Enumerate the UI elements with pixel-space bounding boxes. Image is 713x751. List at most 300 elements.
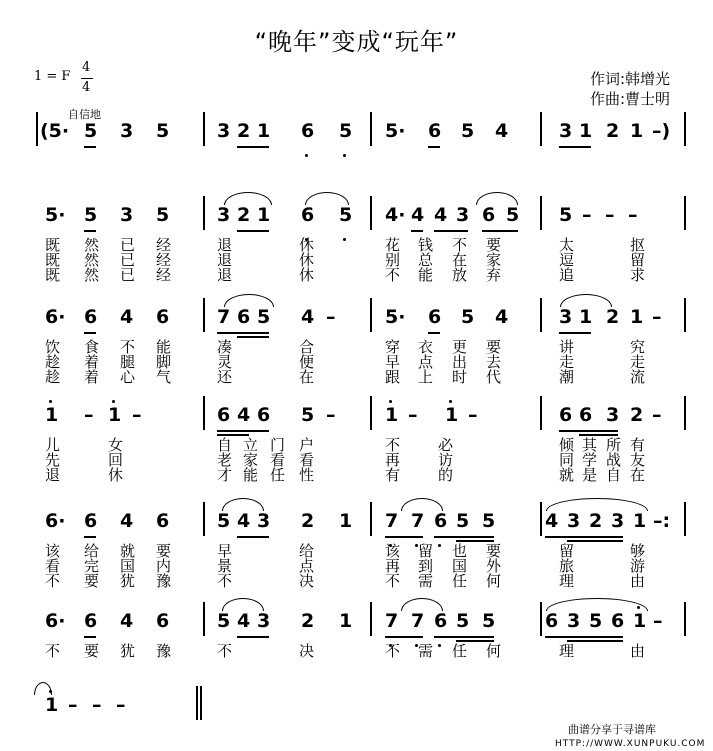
lyric-syllable: 需 <box>418 572 434 590</box>
note: – <box>652 306 662 328</box>
lyric-syllable: 旅 <box>559 557 575 575</box>
lyric-syllable: 何 <box>486 572 502 590</box>
lyric-syllable: 必 <box>438 436 454 454</box>
lyric-syllable: 时 <box>452 368 468 386</box>
slur-arc <box>401 498 443 511</box>
lyric-syllable: 任 <box>452 572 468 590</box>
note: 3 <box>567 610 581 632</box>
barline <box>370 298 372 332</box>
lyric-syllable: 衣 <box>418 338 434 356</box>
note: 5 <box>339 204 353 226</box>
lyric-syllable: 代 <box>486 368 502 386</box>
lyric-syllable: 去 <box>486 353 502 371</box>
octave-dot-above <box>389 400 392 403</box>
lyric-syllable: 腿 <box>120 353 136 371</box>
note: 4 <box>237 610 251 632</box>
note: 4 <box>411 204 425 226</box>
lyric-syllable: 跟 <box>385 368 401 386</box>
score-row <box>0 694 713 720</box>
note: 3 <box>217 204 231 226</box>
lyric-syllable: 犹 <box>120 642 136 660</box>
note: – <box>132 404 142 426</box>
lyric-syllable: 学 <box>582 451 598 469</box>
note: – <box>326 404 336 426</box>
note: – <box>68 694 78 716</box>
note: 2 <box>630 404 644 426</box>
lyric-syllable: 经 <box>156 236 172 254</box>
lyric-syllable: 才 <box>217 466 233 484</box>
lyric-syllable: 点 <box>299 557 315 575</box>
note: 5 <box>339 120 353 142</box>
lyric-syllable: 已 <box>120 266 136 284</box>
lyric-syllable: 还 <box>217 368 233 386</box>
beam-underline <box>545 636 623 638</box>
lyric-syllable: 休 <box>299 236 315 254</box>
note: 4 <box>120 510 134 532</box>
note: 6 <box>156 306 170 328</box>
note: 3 <box>559 120 573 142</box>
note: 4 <box>237 510 251 532</box>
lyric-syllable: 留 <box>630 251 646 269</box>
beam-underline <box>411 230 423 232</box>
octave-dot-above <box>49 400 52 403</box>
lyric-syllable: 国 <box>452 557 468 575</box>
lyric-syllable: 休 <box>299 266 315 284</box>
lyric-syllable: 心 <box>120 368 136 386</box>
note: 6 <box>579 404 593 426</box>
note: 1 <box>339 510 353 532</box>
beam-underline <box>217 332 269 334</box>
note: 4 <box>120 610 134 632</box>
lyric-syllable: 休 <box>108 466 124 484</box>
lyric-syllable: 由 <box>630 572 646 590</box>
beam-underline <box>237 230 269 232</box>
note: – <box>628 204 638 226</box>
note: 3 <box>217 120 231 142</box>
lyric-syllable: 不 <box>217 572 233 590</box>
lyric-syllable: 友 <box>630 451 646 469</box>
lyric-syllable: 任 <box>270 466 286 484</box>
lyric-syllable: 退 <box>217 266 233 284</box>
source-credit: 曲谱分享于寻谱库 <box>568 723 656 736</box>
beam-underline <box>237 536 269 538</box>
lyric-syllable: 的 <box>438 466 454 484</box>
lyric-syllable: 立 <box>243 436 259 454</box>
note: 5 <box>84 204 98 226</box>
lyric-syllable: 别 <box>385 251 401 269</box>
note: 4 <box>120 306 134 328</box>
note: 2 <box>301 610 315 632</box>
note: 5 <box>461 306 475 328</box>
note: 6 <box>84 510 98 532</box>
beam-underline <box>84 332 96 334</box>
note: 4 <box>301 306 315 328</box>
note: 6 <box>156 610 170 632</box>
lyric-syllable: 钱 <box>418 236 434 254</box>
lyric-syllable: 求 <box>630 266 646 284</box>
note: 1 <box>633 510 647 532</box>
lyric-syllable: 穿 <box>385 338 401 356</box>
lyric-syllable: 能 <box>243 466 259 484</box>
octave-dot-above <box>449 400 452 403</box>
note: 5 <box>257 306 271 328</box>
beam-underline <box>428 146 440 148</box>
note: 2 <box>301 510 315 532</box>
note: – <box>116 694 126 716</box>
lyric-syllable: 由 <box>630 642 646 660</box>
barline <box>540 112 542 146</box>
barline <box>684 396 686 430</box>
barline <box>540 298 542 332</box>
lyric-syllable: 既 <box>45 251 61 269</box>
lyric-syllable: 再 <box>385 451 401 469</box>
note: 5 <box>456 610 470 632</box>
note: 4 <box>495 120 509 142</box>
lyric-syllable: 不 <box>120 338 136 356</box>
lyric-syllable: 景 <box>217 557 233 575</box>
lyric-syllable: 流 <box>630 368 646 386</box>
lyric-syllable: 就 <box>120 542 136 560</box>
lyric-syllable: 游 <box>630 557 646 575</box>
note: 2 <box>237 204 251 226</box>
barline <box>370 396 372 430</box>
slur-arc <box>560 294 612 307</box>
note: 3 <box>120 120 134 142</box>
lyric-syllable: 经 <box>156 266 172 284</box>
beam-underline <box>559 146 591 148</box>
note: 7 <box>385 510 399 532</box>
note: 6· <box>45 306 66 328</box>
note: –) <box>652 120 671 142</box>
lyric-syllable: 退 <box>217 236 233 254</box>
note: 6 <box>237 306 251 328</box>
song-title: “晚年”变成“玩年” <box>254 28 459 56</box>
lyric-syllable: 要 <box>156 542 172 560</box>
lyric-syllable: 门 <box>270 436 286 454</box>
lyric-syllable: 外 <box>486 557 502 575</box>
lyric-syllable: 早 <box>385 353 401 371</box>
lyric-syllable: 回 <box>108 451 124 469</box>
score-row <box>0 404 713 430</box>
lyric-syllable: 不 <box>45 642 61 660</box>
lyric-syllable: 豫 <box>156 572 172 590</box>
beam-underline <box>385 636 423 638</box>
lyric-syllable: 需 <box>418 642 434 660</box>
lyric-syllable: 同 <box>559 451 575 469</box>
time-signature-top: 4 <box>82 60 91 75</box>
lyric-syllable: 究 <box>630 338 646 356</box>
lyric-syllable: 任 <box>452 642 468 660</box>
note: 5 <box>217 610 231 632</box>
note: 3 <box>611 510 625 532</box>
barline <box>370 196 372 230</box>
note: –: <box>653 510 671 532</box>
lyric-syllable: 着 <box>84 368 100 386</box>
note: 2 <box>606 306 620 328</box>
note: 2 <box>237 120 251 142</box>
lyric-syllable: 理 <box>559 572 575 590</box>
note: 4 <box>495 306 509 328</box>
note: 3 <box>606 404 620 426</box>
note: 5 <box>506 204 520 226</box>
note: 3 <box>257 610 271 632</box>
lyric-syllable: 气 <box>156 368 172 386</box>
lyric-syllable: 退 <box>217 251 233 269</box>
barline <box>684 196 686 230</box>
slur-arc <box>222 498 264 511</box>
beam-underline <box>84 230 96 232</box>
barline <box>540 396 542 430</box>
beam-underline <box>567 640 623 642</box>
note: – <box>605 204 615 226</box>
lyric-syllable: 该 <box>385 542 401 560</box>
lyric-syllable: 看 <box>270 451 286 469</box>
note: 6 <box>611 610 625 632</box>
lyric-syllable: 然 <box>84 266 100 284</box>
lyric-syllable: 既 <box>45 266 61 284</box>
note: 5 <box>482 510 496 532</box>
source-url: HTTP://WWW.XUNPUKU.COM <box>555 739 706 749</box>
note: 5 <box>482 610 496 632</box>
lyric-syllable: 所 <box>606 436 622 454</box>
note: 1 <box>633 610 647 632</box>
beam-underline <box>385 536 423 538</box>
beam-underline <box>84 146 96 148</box>
slur-arc <box>546 498 648 511</box>
lyric-syllable: 花 <box>385 236 401 254</box>
note: 4 <box>237 404 251 426</box>
lyric-syllable: 经 <box>156 251 172 269</box>
lyric-syllable: 要 <box>84 572 100 590</box>
note: 5 <box>301 404 315 426</box>
note: 5 <box>156 204 170 226</box>
note: 1 <box>257 120 271 142</box>
note: 6 <box>559 404 573 426</box>
beam-underline <box>84 636 96 638</box>
lyric-syllable: 给 <box>299 542 315 560</box>
lyric-syllable: 儿 <box>45 436 61 454</box>
note: 1 <box>339 610 353 632</box>
note: 1 <box>45 694 59 716</box>
lyric-syllable: 老 <box>217 451 233 469</box>
note: 1 <box>108 404 122 426</box>
barline <box>370 112 372 146</box>
lyric-syllable: 有 <box>385 466 401 484</box>
note: 7 <box>411 510 425 532</box>
lyric-syllable: 先 <box>45 451 61 469</box>
lyric-syllable: 理 <box>559 642 575 660</box>
lyric-syllable: 太 <box>559 236 575 254</box>
lyric-syllable: 着 <box>84 353 100 371</box>
note: 6 <box>84 306 98 328</box>
lyric-syllable: 不 <box>217 642 233 660</box>
lyric-syllable: 性 <box>299 466 315 484</box>
note: 2 <box>589 510 603 532</box>
lyric-syllable: 早 <box>217 542 233 560</box>
slur-arc <box>546 598 648 611</box>
barline <box>684 298 686 332</box>
lyric-syllable: 趁 <box>45 368 61 386</box>
note: 6· <box>45 610 66 632</box>
lyric-syllable: 是 <box>582 466 598 484</box>
note: 1 <box>579 306 593 328</box>
lyricist-credit: 作词:韩增光 <box>590 70 671 88</box>
note: 5 <box>461 120 475 142</box>
barline <box>36 112 38 146</box>
note: 5 <box>589 610 603 632</box>
lyric-syllable: 犹 <box>120 572 136 590</box>
barline <box>370 502 372 536</box>
lyric-syllable: 凑 <box>217 338 233 356</box>
note: 1 <box>385 404 399 426</box>
beam-underline <box>559 332 591 334</box>
note: 6 <box>301 120 315 142</box>
note: 1 <box>630 306 644 328</box>
note: – <box>652 404 662 426</box>
lyric-syllable: 要 <box>486 236 502 254</box>
lyric-syllable: 休 <box>299 251 315 269</box>
octave-dot-below <box>438 644 441 647</box>
note: 3 <box>120 204 134 226</box>
lyric-syllable: 走 <box>630 353 646 371</box>
lyric-syllable: 何 <box>486 642 502 660</box>
lyric-syllable: 能 <box>418 266 434 284</box>
lyric-syllable: 豫 <box>156 642 172 660</box>
note: 5 <box>156 120 170 142</box>
lyric-syllable: 追 <box>559 266 575 284</box>
barline <box>684 112 686 146</box>
lyric-syllable: 要 <box>486 338 502 356</box>
barline <box>203 112 205 146</box>
lyric-syllable: 要 <box>84 642 100 660</box>
lyric-syllable: 就 <box>559 466 575 484</box>
tempo-mark: 自信地 <box>68 108 101 121</box>
note: 6 <box>301 204 315 226</box>
lyric-syllable: 放 <box>452 266 468 284</box>
beam-underline <box>217 430 269 432</box>
note: 4 <box>545 510 559 532</box>
lyric-syllable: 已 <box>120 236 136 254</box>
score-row <box>0 204 713 230</box>
beam-underline <box>237 146 269 148</box>
note: – <box>92 694 102 716</box>
key-signature: 1 = F <box>34 69 71 84</box>
barline <box>203 298 205 332</box>
lyric-syllable: 然 <box>84 251 100 269</box>
note: 6 <box>545 610 559 632</box>
score-row <box>0 306 713 332</box>
lyric-syllable: 在 <box>630 466 646 484</box>
note: 3 <box>567 510 581 532</box>
lyric-syllable: 国 <box>120 557 136 575</box>
note: 1 <box>257 204 271 226</box>
slur-arc <box>34 682 52 695</box>
lyric-syllable: 家 <box>486 251 502 269</box>
lyric-syllable: 再 <box>385 557 401 575</box>
beam-underline <box>237 636 269 638</box>
lyric-syllable: 完 <box>84 557 100 575</box>
lyric-syllable: 退 <box>45 466 61 484</box>
barline <box>540 602 542 636</box>
note: 1 <box>630 120 644 142</box>
note: – <box>653 610 663 632</box>
beam-underline <box>567 540 623 542</box>
beam-underline <box>237 336 269 338</box>
lyric-syllable: 抠 <box>630 236 646 254</box>
beam-underline <box>545 536 623 538</box>
note: 2 <box>606 120 620 142</box>
barline <box>196 686 198 720</box>
note: 5· <box>385 120 406 142</box>
lyric-syllable: 在 <box>452 251 468 269</box>
barline <box>203 602 205 636</box>
note: 6 <box>257 404 271 426</box>
octave-dot-below <box>343 154 346 157</box>
lyric-syllable: 不 <box>45 572 61 590</box>
octave-dot-below <box>343 238 346 241</box>
note: 5 <box>456 510 470 532</box>
lyric-syllable: 决 <box>299 572 315 590</box>
note: 7 <box>217 306 231 328</box>
lyric-syllable: 合 <box>299 338 315 356</box>
lyric-syllable: 更 <box>452 338 468 356</box>
lyric-syllable: 逗 <box>559 251 575 269</box>
barline <box>684 502 686 536</box>
slur-arc <box>224 192 272 205</box>
slur-arc <box>222 598 264 611</box>
lyric-syllable: 够 <box>630 542 646 560</box>
lyric-syllable: 不 <box>385 642 401 660</box>
barline <box>203 196 205 230</box>
note: 6 <box>434 510 448 532</box>
note: – <box>84 404 94 426</box>
note: – <box>582 204 592 226</box>
lyric-syllable: 趁 <box>45 353 61 371</box>
barline <box>540 196 542 230</box>
lyric-syllable: 在 <box>299 368 315 386</box>
lyric-syllable: 户 <box>299 436 315 454</box>
note: 6 <box>217 404 231 426</box>
barline <box>203 396 205 430</box>
lyric-syllable: 总 <box>418 251 434 269</box>
lyric-syllable: 内 <box>156 557 172 575</box>
note: 1 <box>445 404 459 426</box>
lyric-syllable: 其 <box>582 436 598 454</box>
note: 1 <box>579 120 593 142</box>
lyric-syllable: 食 <box>84 338 100 356</box>
lyric-syllable: 上 <box>418 368 434 386</box>
lyric-syllable: 留 <box>418 542 434 560</box>
octave-dot-above <box>112 400 115 403</box>
lyric-syllable: 倾 <box>559 436 575 454</box>
beam-underline <box>434 536 494 538</box>
note: 5 <box>84 120 98 142</box>
slur-arc <box>401 598 443 611</box>
lyric-syllable: 灵 <box>217 353 233 371</box>
lyric-syllable: 自 <box>217 436 233 454</box>
lyric-syllable: 该 <box>45 542 61 560</box>
note: 5 <box>559 204 573 226</box>
note: (5· <box>40 120 70 142</box>
note: 1 <box>45 404 59 426</box>
lyric-syllable: 自 <box>606 466 622 484</box>
lyric-syllable: 不 <box>385 436 401 454</box>
note: 4 <box>434 204 448 226</box>
beam-underline <box>434 230 468 232</box>
lyric-syllable: 访 <box>438 451 454 469</box>
lyric-syllable: 出 <box>452 353 468 371</box>
lyric-syllable: 到 <box>418 557 434 575</box>
